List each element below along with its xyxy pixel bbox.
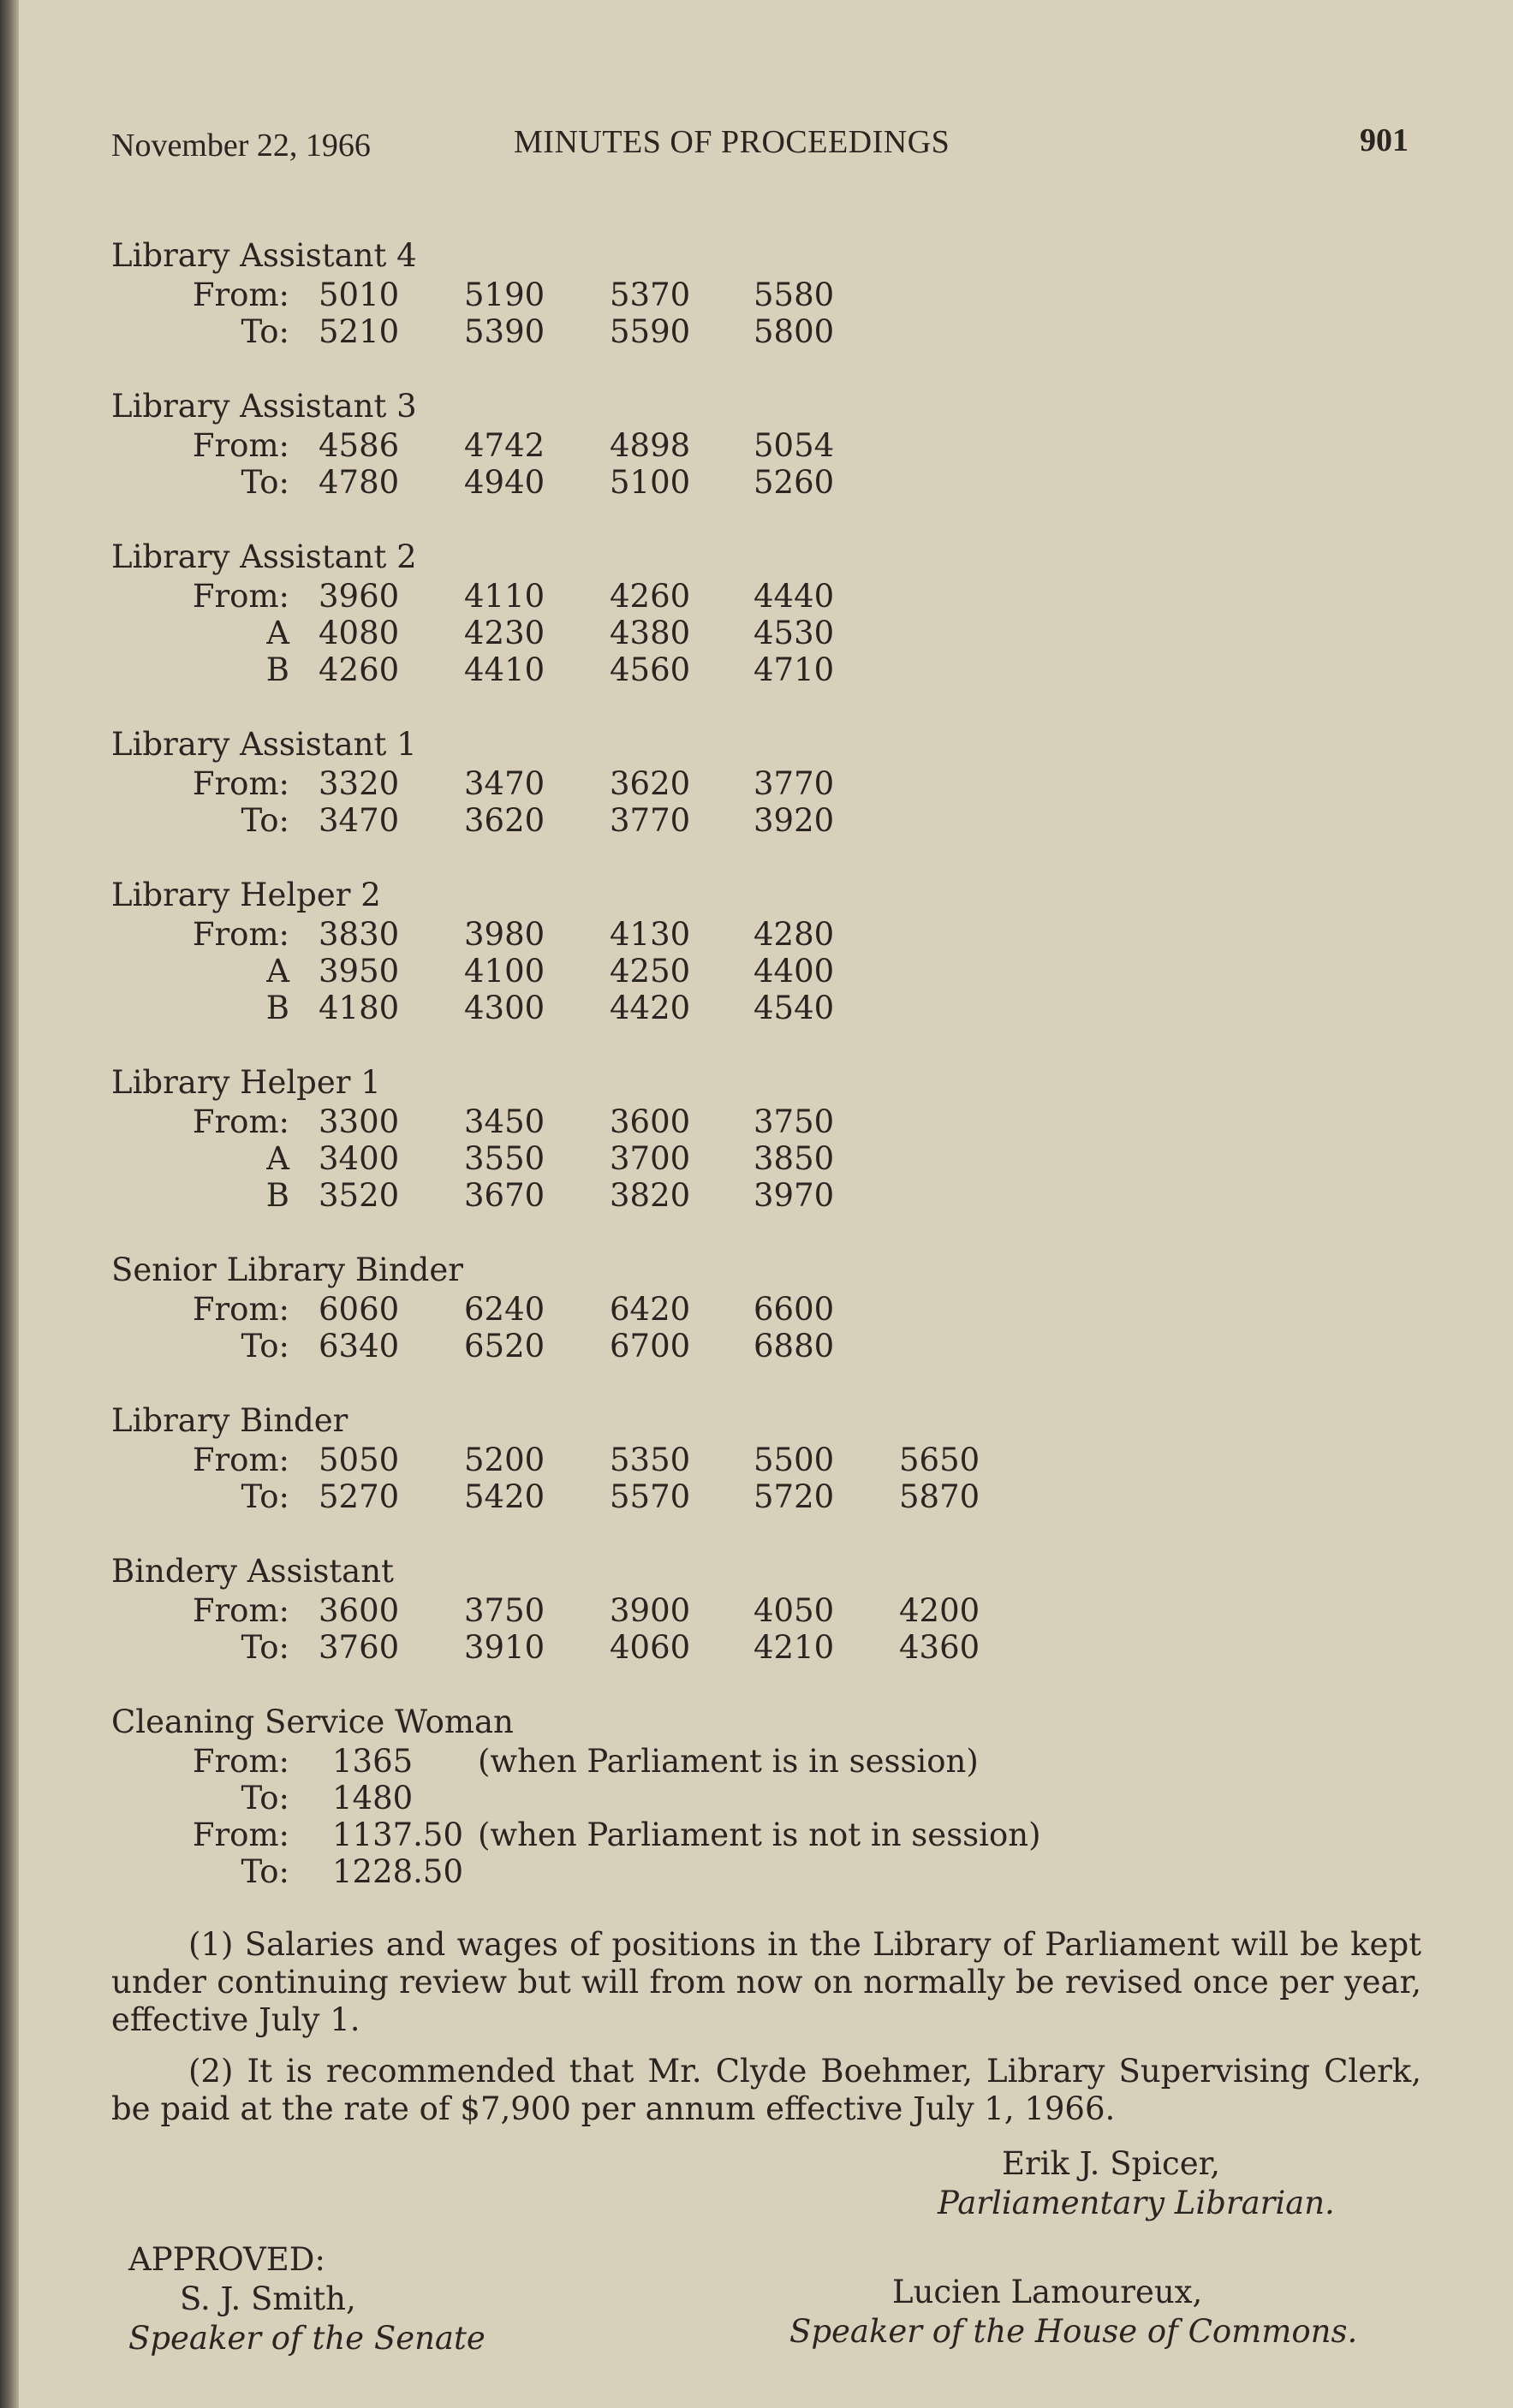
salary-value: 5050 <box>319 1442 400 1478</box>
salary-value: 4400 <box>754 953 835 990</box>
salary-value: 4180 <box>319 990 400 1026</box>
salary-section <box>111 537 1430 688</box>
salary-row <box>111 615 1430 651</box>
salary-value: 4250 <box>610 953 691 990</box>
salary-value: 4530 <box>754 615 835 651</box>
section-title: Library Assistant 4 <box>111 237 417 274</box>
salary-row <box>111 765 1430 802</box>
salary-row <box>111 1442 1430 1478</box>
salary-row <box>111 916 1430 953</box>
salary-value: 6420 <box>610 1291 691 1328</box>
salary-value: 5010 <box>319 276 400 313</box>
cleaning-row <box>111 1816 1430 1853</box>
salary-value: 3920 <box>754 802 835 839</box>
salary-value: 5650 <box>899 1442 980 1478</box>
salary-value: 5370 <box>610 276 691 313</box>
document-page <box>19 0 1513 2408</box>
salary-schedule <box>111 235 1430 1666</box>
rate-note: (when Parliament is not in session) <box>478 1816 1041 1853</box>
salary-value: 6600 <box>754 1291 835 1328</box>
salary-value: 5720 <box>754 1478 835 1515</box>
commons-speaker-name: Lucien Lamoureux, <box>892 2274 1203 2310</box>
salary-value: 4110 <box>464 578 545 615</box>
salary-value: 3470 <box>319 802 400 839</box>
salary-value: 3620 <box>610 765 691 802</box>
row-label: To: <box>241 1780 289 1816</box>
salary-row <box>111 1291 1430 1328</box>
salary-value: 5870 <box>899 1478 980 1515</box>
senate-speaker-title: Speaker of the Senate <box>128 2320 485 2357</box>
librarian-name: Erik J. Spicer, <box>1002 2145 1221 2182</box>
salary-value: 3600 <box>319 1592 400 1629</box>
salary-value: 3820 <box>610 1177 691 1214</box>
salary-value: 5500 <box>754 1442 835 1478</box>
salary-row <box>111 802 1430 839</box>
row-label: B <box>265 990 289 1026</box>
salary-value: 4100 <box>464 953 545 990</box>
row-label: A <box>266 615 289 651</box>
rate-value: 1480 <box>332 1780 414 1816</box>
salary-value: 4300 <box>464 990 545 1026</box>
salary-value: 5270 <box>319 1478 400 1515</box>
salary-value: 4898 <box>610 427 691 464</box>
salary-value: 3450 <box>464 1103 545 1140</box>
row-label: B <box>265 651 289 688</box>
page-header <box>111 122 1409 173</box>
section-title: Library Assistant 2 <box>111 538 417 575</box>
salary-value: 4420 <box>610 990 691 1026</box>
salary-value: 6340 <box>319 1328 400 1365</box>
paragraph-2: (2) It is recommended that Mr. Clyde Boehmer, Library Supervising Clerk, be paid at the rate of $7,900 per annum effective July 1, 1966. <box>111 2053 1421 2127</box>
row-label: From: <box>192 1816 289 1853</box>
salary-value: 5590 <box>610 313 691 350</box>
salary-value: 4540 <box>754 990 835 1026</box>
salary-value: 4280 <box>754 916 835 953</box>
row-label: B <box>265 1177 289 1214</box>
salary-value: 3550 <box>464 1140 545 1177</box>
salary-row <box>111 953 1430 990</box>
book-spine-shadow <box>0 0 19 2408</box>
row-label: To: <box>241 1478 289 1515</box>
salary-row <box>111 1478 1430 1515</box>
row-label: From: <box>192 276 289 313</box>
salary-row <box>111 1140 1430 1177</box>
rate-value: 1137.50 <box>332 1816 464 1853</box>
cleaning-row <box>111 1743 1430 1780</box>
cleaning-section <box>111 1702 1430 1890</box>
salary-value: 6880 <box>754 1328 835 1365</box>
cleaning-row <box>111 1853 1430 1890</box>
salary-value: 4380 <box>610 615 691 651</box>
salary-value: 3770 <box>610 802 691 839</box>
salary-row <box>111 1177 1430 1214</box>
salary-value: 4410 <box>464 651 545 688</box>
salary-section <box>111 386 1430 501</box>
section-title: Library Helper 2 <box>111 877 381 913</box>
salary-value: 3850 <box>754 1140 835 1177</box>
senate-speaker-name: S. J. Smith, <box>180 2280 356 2317</box>
salary-value: 4586 <box>319 427 400 464</box>
salary-value: 4360 <box>899 1629 980 1666</box>
salary-value: 5570 <box>610 1478 691 1515</box>
row-label: To: <box>241 464 289 501</box>
salary-value: 4742 <box>464 427 545 464</box>
salary-value: 5420 <box>464 1478 545 1515</box>
salary-value: 3700 <box>610 1140 691 1177</box>
salary-value: 4130 <box>610 916 691 953</box>
salary-row <box>111 1592 1430 1629</box>
page-number: 901 <box>1360 122 1409 158</box>
document-body <box>111 235 1430 2402</box>
salary-value: 3900 <box>610 1592 691 1629</box>
row-label: From: <box>192 916 289 953</box>
signature-block <box>111 2145 1430 2402</box>
salary-value: 4260 <box>319 651 400 688</box>
salary-value: 3830 <box>319 916 400 953</box>
salary-value: 4780 <box>319 464 400 501</box>
salary-value: 5800 <box>754 313 835 350</box>
salary-row <box>111 1629 1430 1666</box>
commons-speaker-title: Speaker of the House of Commons. <box>789 2313 1358 2350</box>
salary-value: 6700 <box>610 1328 691 1365</box>
section-title: Library Assistant 1 <box>111 726 417 763</box>
salary-section <box>111 724 1430 839</box>
salary-row <box>111 651 1430 688</box>
salary-value: 5210 <box>319 313 400 350</box>
row-label: To: <box>241 1328 289 1365</box>
salary-value: 5190 <box>464 276 545 313</box>
cleaning-row <box>111 1780 1430 1816</box>
row-label: From: <box>192 1291 289 1328</box>
salary-value: 5100 <box>610 464 691 501</box>
salary-value: 3600 <box>610 1103 691 1140</box>
salary-value: 3750 <box>464 1592 545 1629</box>
salary-value: 4260 <box>610 578 691 615</box>
salary-value: 3760 <box>319 1629 400 1666</box>
salary-value: 3400 <box>319 1140 400 1177</box>
salary-row <box>111 276 1430 313</box>
salary-value: 4050 <box>754 1592 835 1629</box>
row-label: A <box>266 1140 289 1177</box>
salary-value: 6240 <box>464 1291 545 1328</box>
salary-value: 4080 <box>319 615 400 651</box>
salary-value: 3750 <box>754 1103 835 1140</box>
salary-value: 5054 <box>754 427 835 464</box>
row-label: A <box>266 953 289 990</box>
salary-section <box>111 1400 1430 1515</box>
salary-value: 4560 <box>610 651 691 688</box>
salary-row <box>111 1328 1430 1365</box>
salary-value: 3980 <box>464 916 545 953</box>
salary-value: 3300 <box>319 1103 400 1140</box>
salary-value: 3520 <box>319 1177 400 1214</box>
salary-value: 5200 <box>464 1442 545 1478</box>
salary-value: 3950 <box>319 953 400 990</box>
salary-row <box>111 464 1430 501</box>
row-label: To: <box>241 1629 289 1666</box>
row-label: From: <box>192 427 289 464</box>
row-label: To: <box>241 802 289 839</box>
salary-value: 5390 <box>464 313 545 350</box>
salary-value: 3620 <box>464 802 545 839</box>
salary-value: 3910 <box>464 1629 545 1666</box>
salary-section <box>111 1551 1430 1666</box>
rate-note: (when Parliament is in session) <box>478 1743 979 1780</box>
rate-value: 1228.50 <box>332 1853 464 1890</box>
salary-section <box>111 1062 1430 1214</box>
row-label: From: <box>192 1442 289 1478</box>
salary-value: 4440 <box>754 578 835 615</box>
row-label: From: <box>192 578 289 615</box>
salary-value: 5260 <box>754 464 835 501</box>
salary-value: 3970 <box>754 1177 835 1214</box>
salary-value: 4230 <box>464 615 545 651</box>
librarian-title: Parliamentary Librarian. <box>938 2185 1335 2221</box>
section-title: Cleaning Service Woman <box>111 1703 514 1740</box>
salary-value: 3770 <box>754 765 835 802</box>
salary-section <box>111 235 1430 350</box>
salary-value: 4940 <box>464 464 545 501</box>
salary-value: 5350 <box>610 1442 691 1478</box>
header-date: November 22, 1966 <box>111 128 371 164</box>
salary-value: 3320 <box>319 765 400 802</box>
approved-label: APPROVED: <box>128 2241 325 2278</box>
salary-row <box>111 313 1430 350</box>
salary-value: 3670 <box>464 1177 545 1214</box>
salary-value: 3470 <box>464 765 545 802</box>
row-label: From: <box>192 765 289 802</box>
row-label: From: <box>192 1103 289 1140</box>
row-label: To: <box>241 1853 289 1890</box>
header-title: MINUTES OF PROCEEDINGS <box>514 124 950 160</box>
row-label: From: <box>192 1743 289 1780</box>
salary-row <box>111 578 1430 615</box>
paragraph-1: (1) Salaries and wages of positions in the Library of Parliament will be kept under continuing review but will from now on normally be revised once per year, effective July 1. <box>111 1926 1421 2038</box>
section-title: Library Assistant 3 <box>111 388 417 425</box>
row-label: To: <box>241 313 289 350</box>
salary-value: 5580 <box>754 276 835 313</box>
salary-row <box>111 990 1430 1026</box>
salary-value: 4060 <box>610 1629 691 1666</box>
salary-value: 4210 <box>754 1629 835 1666</box>
section-title: Library Binder <box>111 1402 348 1439</box>
section-title: Bindery Assistant <box>111 1553 394 1590</box>
salary-value: 3960 <box>319 578 400 615</box>
section-title: Senior Library Binder <box>111 1252 463 1288</box>
salary-row <box>111 1103 1430 1140</box>
row-label: From: <box>192 1592 289 1629</box>
salary-section <box>111 1250 1430 1365</box>
rate-value: 1365 <box>332 1743 414 1780</box>
salary-row <box>111 427 1430 464</box>
section-title: Library Helper 1 <box>111 1064 381 1101</box>
salary-section <box>111 875 1430 1026</box>
salary-value: 6060 <box>319 1291 400 1328</box>
salary-value: 6520 <box>464 1328 545 1365</box>
salary-value: 4200 <box>899 1592 980 1629</box>
salary-value: 4710 <box>754 651 835 688</box>
